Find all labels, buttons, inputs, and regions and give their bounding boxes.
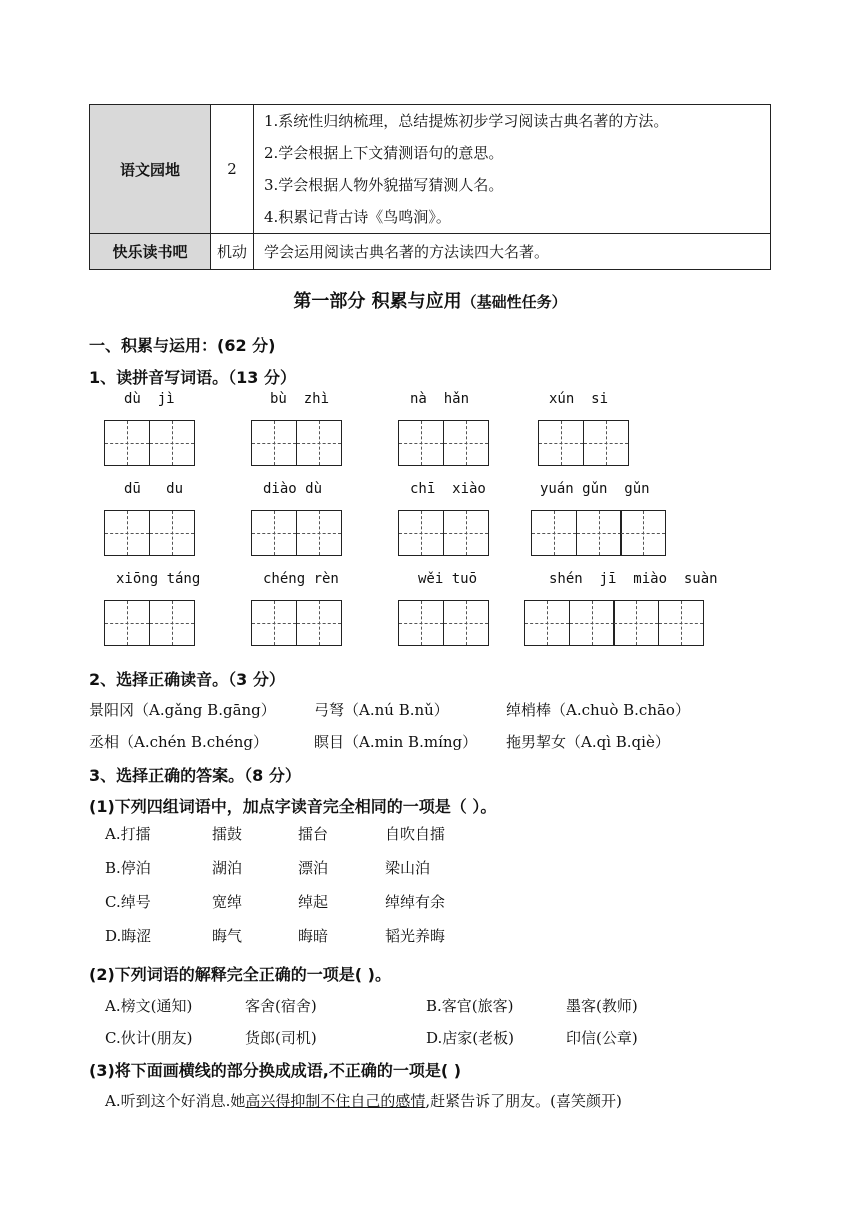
part-subtitle: （基础性任务） <box>461 293 567 311</box>
underlined-phrase: 高兴得抑制不住自己的感情 <box>245 1092 426 1110</box>
pinyin: xiōng táng <box>116 571 201 587</box>
pinyin: xún si <box>549 391 609 407</box>
row-hours: 2 <box>211 105 254 234</box>
option-word: 宽绰 <box>212 893 243 911</box>
pinyin: dù jì <box>124 391 175 407</box>
writing-grid[interactable] <box>104 600 195 646</box>
writing-grid[interactable] <box>251 420 342 466</box>
pinyin: yuán gǔn gǔn <box>540 481 650 497</box>
part-title <box>0 287 860 313</box>
writing-grid[interactable] <box>398 420 489 466</box>
row-content <box>254 234 771 270</box>
option-word: 印信(公章) <box>566 1029 638 1047</box>
option-word: 漂泊 <box>298 859 329 877</box>
option-word: 梁山泊 <box>385 859 431 877</box>
section-heading: 一、积累与运用：(62 分) <box>89 336 276 355</box>
writing-grid[interactable] <box>398 510 489 556</box>
objective-item: 2.学会根据上下文猜测语句的意思。 <box>264 144 504 162</box>
writing-grid[interactable] <box>251 600 342 646</box>
sentence-prefix: A.听到这个好消息.她 <box>105 1092 246 1110</box>
writing-grid[interactable] <box>524 600 704 646</box>
reading-option: 景阳冈（A.gǎng B.gāng） <box>89 701 276 719</box>
reading-option: 弓弩（A.nú B.nǔ） <box>314 701 449 719</box>
table-row <box>90 234 771 270</box>
reading-option: 丞相（A.chén B.chéng） <box>89 733 268 751</box>
row-label: 语文园地 <box>90 105 211 234</box>
writing-grid[interactable] <box>104 420 195 466</box>
objective-item: 1.系统性归纳梳理，总结提炼初步学习阅读古典名著的方法。 <box>264 112 669 130</box>
sub-question-2: (2)下列词语的解释完全正确的一项是( )。 <box>89 965 391 984</box>
row-hours: 机动 <box>211 234 254 270</box>
option-word: A.打擂 <box>105 825 151 843</box>
reading-option: 绰梢棒（A.chuò B.chāo） <box>506 701 690 719</box>
writing-grid[interactable] <box>104 510 195 556</box>
question-1-title: 1、读拼音写词语。（13 分） <box>89 368 296 387</box>
option-word: C.伙计(朋友) <box>105 1029 193 1047</box>
option-a-sentence <box>105 1090 622 1111</box>
option-word: 绰起 <box>298 893 329 911</box>
option-word: D.店家(老板) <box>426 1029 514 1047</box>
writing-grid[interactable] <box>251 510 342 556</box>
option-word: A.榜文(通知) <box>105 997 193 1015</box>
option-word: 韬光养晦 <box>385 927 446 945</box>
sub-question-1: (1)下列四组词语中，加点字读音完全相同的一项是（ ）。 <box>89 797 497 816</box>
option-word: C.绰号 <box>105 893 151 911</box>
table-row <box>90 105 771 234</box>
part-title-main: 第一部分 积累与应用 <box>293 291 462 312</box>
option-word: D.晦涩 <box>105 927 152 945</box>
writing-grid[interactable] <box>531 510 666 556</box>
option-word: 绰绰有余 <box>385 893 446 911</box>
sub-question-3: (3)将下面画横线的部分换成成语,不正确的一项是( ) <box>89 1061 462 1080</box>
option-word: 货郎(司机) <box>245 1029 317 1047</box>
pinyin: diào dù <box>263 481 323 497</box>
option-word: B.停泊 <box>105 859 151 877</box>
pinyin: dū du <box>124 481 184 497</box>
question-3-title: 3、选择正确的答案。（8 分） <box>89 766 301 785</box>
objective-item: 3.学会根据人物外貌描写猜测人名。 <box>264 176 504 194</box>
reading-option: 拖男挈女（A.qì B.qiè） <box>506 733 670 751</box>
pinyin: bù zhì <box>270 391 330 407</box>
pinyin: wěi tuō <box>418 571 478 587</box>
pinyin: nà hǎn <box>410 391 470 407</box>
objective-item: 学会运用阅读古典名著的方法读四大名著。 <box>264 242 550 261</box>
option-word: 晦气 <box>212 927 243 945</box>
pinyin: shén jī miào suàn <box>549 571 718 587</box>
objectives-table <box>89 104 771 270</box>
row-label: 快乐读书吧 <box>90 234 211 270</box>
row-content <box>254 105 771 234</box>
objective-item: 4.积累记背古诗《鸟鸣涧》。 <box>264 208 451 226</box>
writing-grid[interactable] <box>398 600 489 646</box>
option-word: 客舍(宿舍) <box>245 997 317 1015</box>
pinyin: chī xiào <box>410 481 486 497</box>
reading-option: 瞑目（A.min B.míng） <box>314 733 478 751</box>
option-word: 墨客(教师) <box>566 997 638 1015</box>
writing-grid[interactable] <box>538 420 629 466</box>
sentence-suffix: ,赶紧告诉了朋友。(喜笑颜开) <box>425 1092 622 1110</box>
option-word: 擂鼓 <box>212 825 243 843</box>
option-word: 自吹自擂 <box>385 825 446 843</box>
option-word: B.客官(旅客) <box>426 997 514 1015</box>
question-2-title: 2、选择正确读音。（3 分） <box>89 670 285 689</box>
option-word: 晦暗 <box>298 927 329 945</box>
pinyin: chéng rèn <box>263 571 339 587</box>
option-word: 湖泊 <box>212 859 243 877</box>
option-word: 擂台 <box>298 825 329 843</box>
